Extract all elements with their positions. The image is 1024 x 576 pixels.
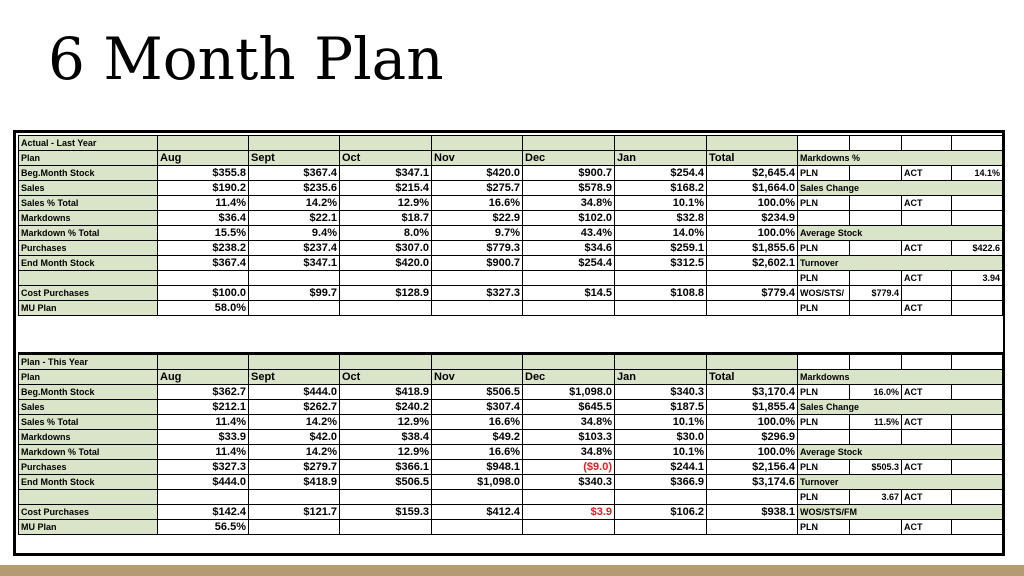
table-row xyxy=(19,460,1003,475)
section-label-cell: Actual - Last Year xyxy=(19,136,158,151)
value-cell: $100.0 xyxy=(158,286,249,301)
table-row xyxy=(19,166,1003,181)
value-cell: $38.4 xyxy=(340,430,432,445)
empty-header-cell xyxy=(340,354,432,370)
table-row xyxy=(19,385,1003,400)
side-header-cell: Markdowns % xyxy=(798,151,1003,166)
value-cell: 14.2% xyxy=(249,415,340,430)
value-cell: 10.1% xyxy=(615,415,707,430)
value-cell: 11.4% xyxy=(158,196,249,211)
table-row xyxy=(19,226,1003,241)
value-cell: $420.0 xyxy=(432,166,523,181)
value-cell: 100.0% xyxy=(707,415,798,430)
value-cell: 58.0% xyxy=(158,301,249,316)
side-label-cell: PLN xyxy=(798,415,850,430)
side-value-cell xyxy=(850,430,902,445)
side-act-value-cell xyxy=(952,286,1003,301)
value-cell: $444.0 xyxy=(158,475,249,490)
value-cell: $2,602.1 xyxy=(707,256,798,271)
value-cell xyxy=(249,520,340,535)
side-value-cell xyxy=(850,166,902,181)
value-cell: $1,098.0 xyxy=(432,475,523,490)
value-cell: $238.2 xyxy=(158,241,249,256)
table-row xyxy=(19,211,1003,226)
month-header-cell: Total xyxy=(707,370,798,385)
plan-spreadsheet xyxy=(18,135,1003,535)
value-cell: $366.1 xyxy=(340,460,432,475)
value-cell: 9.4% xyxy=(249,226,340,241)
row-label-cell: Cost Purchases xyxy=(19,286,158,301)
side-act-value-cell: 3.94 xyxy=(952,271,1003,286)
side-act-label-cell: ACT xyxy=(902,520,952,535)
value-cell: $347.1 xyxy=(340,166,432,181)
side-act-label-cell: ACT xyxy=(902,301,952,316)
empty-side-cell xyxy=(902,354,952,370)
value-cell: 12.9% xyxy=(340,445,432,460)
table-row xyxy=(19,286,1003,301)
side-act-value-cell xyxy=(952,430,1003,445)
month-header-cell: Dec xyxy=(523,370,615,385)
side-act-value-cell xyxy=(952,520,1003,535)
page-title: 6 Month Plan xyxy=(48,25,444,93)
value-cell: $418.9 xyxy=(340,385,432,400)
value-cell: $307.0 xyxy=(340,241,432,256)
section-label-row xyxy=(19,136,1003,151)
value-cell xyxy=(615,520,707,535)
value-cell: $240.2 xyxy=(340,400,432,415)
side-act-value-cell xyxy=(952,460,1003,475)
side-act-label-cell: ACT xyxy=(902,490,952,505)
side-act-label-cell: ACT xyxy=(902,415,952,430)
value-cell: $312.5 xyxy=(615,256,707,271)
value-cell: $1,855.4 xyxy=(707,400,798,415)
value-cell: $3,174.6 xyxy=(707,475,798,490)
side-value-cell: $505.3 xyxy=(850,460,902,475)
value-cell: $340.3 xyxy=(523,475,615,490)
side-value-cell: $779.4 xyxy=(850,286,902,301)
row-label-cell: Sales % Total xyxy=(19,415,158,430)
side-act-label-cell: ACT xyxy=(902,385,952,400)
value-cell: $645.5 xyxy=(523,400,615,415)
month-header-row xyxy=(19,370,1003,385)
value-cell xyxy=(340,520,432,535)
value-cell xyxy=(340,271,432,286)
gap-cell xyxy=(19,335,1003,354)
table-row xyxy=(19,271,1003,286)
value-cell: $412.4 xyxy=(432,505,523,520)
value-cell: $36.4 xyxy=(158,211,249,226)
value-cell: $779.4 xyxy=(707,286,798,301)
value-cell: $235.6 xyxy=(249,181,340,196)
value-cell: 10.1% xyxy=(615,196,707,211)
side-label-cell: PLN xyxy=(798,166,850,181)
value-cell: $106.2 xyxy=(615,505,707,520)
value-cell: $262.7 xyxy=(249,400,340,415)
value-cell: 9.7% xyxy=(432,226,523,241)
empty-side-cell xyxy=(952,354,1003,370)
value-cell: $3.9 xyxy=(523,505,615,520)
value-cell: $259.1 xyxy=(615,241,707,256)
value-cell: $168.2 xyxy=(615,181,707,196)
section-gap-row xyxy=(19,335,1003,354)
value-cell: $367.4 xyxy=(249,166,340,181)
month-header-cell: Aug xyxy=(158,370,249,385)
side-header-cell: Sales Change xyxy=(798,181,1003,196)
value-cell: 11.4% xyxy=(158,415,249,430)
row-label-cell: Beg.Month Stock xyxy=(19,166,158,181)
side-act-value-cell: $422.6 xyxy=(952,241,1003,256)
value-cell: $418.9 xyxy=(249,475,340,490)
side-act-value-cell xyxy=(952,196,1003,211)
value-cell xyxy=(158,490,249,505)
value-cell: $900.7 xyxy=(432,256,523,271)
side-label-cell xyxy=(798,430,850,445)
side-act-value-cell xyxy=(952,415,1003,430)
value-cell: 14.0% xyxy=(615,226,707,241)
side-label-cell: PLN xyxy=(798,301,850,316)
value-cell: $244.1 xyxy=(615,460,707,475)
empty-header-cell xyxy=(340,136,432,151)
value-cell xyxy=(523,271,615,286)
empty-header-cell xyxy=(158,136,249,151)
value-cell: $212.1 xyxy=(158,400,249,415)
table-row xyxy=(19,301,1003,316)
empty-header-cell xyxy=(432,136,523,151)
value-cell: $506.5 xyxy=(340,475,432,490)
value-cell xyxy=(432,301,523,316)
side-label-cell: WOS/STS/ xyxy=(798,286,850,301)
row-label-cell: MU Plan xyxy=(19,520,158,535)
month-header-cell: Nov xyxy=(432,370,523,385)
empty-header-cell xyxy=(523,354,615,370)
value-cell: $327.3 xyxy=(432,286,523,301)
value-cell: $32.8 xyxy=(615,211,707,226)
value-cell: 12.9% xyxy=(340,415,432,430)
value-cell: $275.7 xyxy=(432,181,523,196)
side-value-cell xyxy=(850,301,902,316)
value-cell: 16.6% xyxy=(432,445,523,460)
value-cell: $99.7 xyxy=(249,286,340,301)
value-cell: $33.9 xyxy=(158,430,249,445)
value-cell: 16.6% xyxy=(432,415,523,430)
row-label-cell: Markdowns xyxy=(19,430,158,445)
value-cell: $159.3 xyxy=(340,505,432,520)
value-cell: $3,170.4 xyxy=(707,385,798,400)
row-label-cell: Beg.Month Stock xyxy=(19,385,158,400)
value-cell: $340.3 xyxy=(615,385,707,400)
side-act-value-cell xyxy=(952,211,1003,226)
month-header-cell: Oct xyxy=(340,370,432,385)
empty-side-cell xyxy=(952,136,1003,151)
side-label-cell: PLN xyxy=(798,385,850,400)
value-cell: 43.4% xyxy=(523,226,615,241)
side-act-label-cell: ACT xyxy=(902,196,952,211)
section-label-row xyxy=(19,354,1003,370)
side-label-cell: PLN xyxy=(798,196,850,211)
side-value-cell: 16.0% xyxy=(850,385,902,400)
value-cell: $444.0 xyxy=(249,385,340,400)
value-cell xyxy=(158,271,249,286)
value-cell: $34.6 xyxy=(523,241,615,256)
value-cell: $190.2 xyxy=(158,181,249,196)
side-act-label-cell xyxy=(902,430,952,445)
side-act-value-cell xyxy=(952,385,1003,400)
value-cell: 11.4% xyxy=(158,445,249,460)
value-cell: $254.4 xyxy=(523,256,615,271)
side-header-cell: Sales Change xyxy=(798,400,1003,415)
gap-cell xyxy=(19,316,1003,335)
empty-side-cell xyxy=(902,136,952,151)
value-cell: 34.8% xyxy=(523,415,615,430)
value-cell: $103.3 xyxy=(523,430,615,445)
value-cell: 12.9% xyxy=(340,196,432,211)
side-header-cell: Turnover xyxy=(798,256,1003,271)
value-cell xyxy=(432,520,523,535)
value-cell xyxy=(523,520,615,535)
value-cell xyxy=(615,301,707,316)
value-cell: 56.5% xyxy=(158,520,249,535)
value-cell: $2,645.4 xyxy=(707,166,798,181)
value-cell: $187.5 xyxy=(615,400,707,415)
value-cell: $779.3 xyxy=(432,241,523,256)
table-row xyxy=(19,241,1003,256)
value-cell: $296.9 xyxy=(707,430,798,445)
value-cell: $420.0 xyxy=(340,256,432,271)
side-header-cell: Average Stock xyxy=(798,445,1003,460)
table-row xyxy=(19,430,1003,445)
value-cell: $362.7 xyxy=(158,385,249,400)
value-cell: 100.0% xyxy=(707,226,798,241)
value-cell xyxy=(523,301,615,316)
table-row xyxy=(19,196,1003,211)
side-act-label-cell: ACT xyxy=(902,166,952,181)
value-cell: $49.2 xyxy=(432,430,523,445)
side-act-label-cell: ACT xyxy=(902,241,952,256)
side-value-cell xyxy=(850,211,902,226)
empty-side-cell xyxy=(850,136,902,151)
value-cell: $234.9 xyxy=(707,211,798,226)
value-cell: $128.9 xyxy=(340,286,432,301)
month-header-cell: Oct xyxy=(340,151,432,166)
value-cell: $121.7 xyxy=(249,505,340,520)
value-cell: $30.0 xyxy=(615,430,707,445)
value-cell: 34.8% xyxy=(523,445,615,460)
row-label-cell: MU Plan xyxy=(19,301,158,316)
value-cell: $142.4 xyxy=(158,505,249,520)
side-act-value-cell xyxy=(952,490,1003,505)
value-cell: $2,156.4 xyxy=(707,460,798,475)
value-cell: 16.6% xyxy=(432,196,523,211)
value-cell: 100.0% xyxy=(707,445,798,460)
value-cell: $22.1 xyxy=(249,211,340,226)
value-cell: $108.8 xyxy=(615,286,707,301)
value-cell xyxy=(707,271,798,286)
row-label-cell xyxy=(19,490,158,505)
empty-header-cell xyxy=(249,136,340,151)
value-cell: $18.7 xyxy=(340,211,432,226)
side-value-cell xyxy=(850,196,902,211)
value-cell: $506.5 xyxy=(432,385,523,400)
month-header-cell: Nov xyxy=(432,151,523,166)
row-label-cell: Sales xyxy=(19,400,158,415)
row-label-cell xyxy=(19,271,158,286)
table-row xyxy=(19,256,1003,271)
value-cell xyxy=(249,490,340,505)
row-label-cell: Cost Purchases xyxy=(19,505,158,520)
empty-header-cell xyxy=(707,354,798,370)
side-act-label-cell xyxy=(902,286,952,301)
row-label-cell: Markdowns xyxy=(19,211,158,226)
side-header-cell: Average Stock xyxy=(798,226,1003,241)
month-header-cell: Total xyxy=(707,151,798,166)
side-label-cell xyxy=(798,211,850,226)
value-cell: $938.1 xyxy=(707,505,798,520)
value-cell: $215.4 xyxy=(340,181,432,196)
value-cell: 8.0% xyxy=(340,226,432,241)
plan-label-cell: Plan xyxy=(19,151,158,166)
table-row xyxy=(19,415,1003,430)
plan-label-cell: Plan xyxy=(19,370,158,385)
empty-side-cell xyxy=(798,136,850,151)
table-row xyxy=(19,490,1003,505)
side-value-cell: 11.5% xyxy=(850,415,902,430)
row-label-cell: Purchases xyxy=(19,241,158,256)
value-cell: $14.5 xyxy=(523,286,615,301)
empty-side-cell xyxy=(850,354,902,370)
value-cell: $279.7 xyxy=(249,460,340,475)
empty-header-cell xyxy=(523,136,615,151)
side-label-cell: PLN xyxy=(798,271,850,286)
row-label-cell: Purchases xyxy=(19,460,158,475)
empty-header-cell xyxy=(707,136,798,151)
section-gap-row xyxy=(19,316,1003,335)
value-cell: $1,855.6 xyxy=(707,241,798,256)
empty-side-cell xyxy=(798,354,850,370)
value-cell xyxy=(615,490,707,505)
side-label-cell: PLN xyxy=(798,520,850,535)
side-value-cell: 3.67 xyxy=(850,490,902,505)
value-cell: $254.4 xyxy=(615,166,707,181)
value-cell xyxy=(523,490,615,505)
month-header-cell: Sept xyxy=(249,151,340,166)
value-cell: 10.1% xyxy=(615,445,707,460)
side-act-label-cell: ACT xyxy=(902,271,952,286)
value-cell xyxy=(707,490,798,505)
value-cell xyxy=(249,301,340,316)
value-cell xyxy=(615,271,707,286)
value-cell: $42.0 xyxy=(249,430,340,445)
value-cell xyxy=(340,301,432,316)
side-act-value-cell: 14.1% xyxy=(952,166,1003,181)
empty-header-cell xyxy=(249,354,340,370)
value-cell: $1,098.0 xyxy=(523,385,615,400)
side-header-cell: Markdowns xyxy=(798,370,1003,385)
value-cell xyxy=(340,490,432,505)
value-cell: $347.1 xyxy=(249,256,340,271)
value-cell: 100.0% xyxy=(707,196,798,211)
empty-header-cell xyxy=(432,354,523,370)
table-row xyxy=(19,475,1003,490)
value-cell: ($9.0) xyxy=(523,460,615,475)
value-cell: 14.2% xyxy=(249,445,340,460)
empty-header-cell xyxy=(615,354,707,370)
month-header-cell: Aug xyxy=(158,151,249,166)
value-cell: $366.9 xyxy=(615,475,707,490)
value-cell: $367.4 xyxy=(158,256,249,271)
value-cell xyxy=(249,271,340,286)
row-label-cell: Sales xyxy=(19,181,158,196)
side-value-cell xyxy=(850,241,902,256)
value-cell: $578.9 xyxy=(523,181,615,196)
value-cell: 14.2% xyxy=(249,196,340,211)
row-label-cell: Sales % Total xyxy=(19,196,158,211)
value-cell: 34.8% xyxy=(523,196,615,211)
table-row xyxy=(19,520,1003,535)
side-header-cell: WOS/STS/FM xyxy=(798,505,1003,520)
month-header-cell: Sept xyxy=(249,370,340,385)
value-cell: $900.7 xyxy=(523,166,615,181)
value-cell: $102.0 xyxy=(523,211,615,226)
side-value-cell xyxy=(850,520,902,535)
empty-header-cell xyxy=(158,354,249,370)
table-row xyxy=(19,445,1003,460)
side-act-label-cell: ACT xyxy=(902,460,952,475)
value-cell: $327.3 xyxy=(158,460,249,475)
row-label-cell: Markdown % Total xyxy=(19,226,158,241)
table-row xyxy=(19,505,1003,520)
side-header-cell: Turnover xyxy=(798,475,1003,490)
section-label-cell: Plan - This Year xyxy=(19,354,158,370)
row-label-cell: End Month Stock xyxy=(19,256,158,271)
value-cell: $1,664.0 xyxy=(707,181,798,196)
side-act-value-cell xyxy=(952,301,1003,316)
month-header-cell: Jan xyxy=(615,370,707,385)
row-label-cell: End Month Stock xyxy=(19,475,158,490)
side-label-cell: PLN xyxy=(798,460,850,475)
month-header-row xyxy=(19,151,1003,166)
value-cell: $355.8 xyxy=(158,166,249,181)
value-cell xyxy=(707,301,798,316)
value-cell: $307.4 xyxy=(432,400,523,415)
value-cell: $22.9 xyxy=(432,211,523,226)
value-cell xyxy=(432,490,523,505)
side-label-cell: PLN xyxy=(798,490,850,505)
side-label-cell: PLN xyxy=(798,241,850,256)
month-header-cell: Dec xyxy=(523,151,615,166)
value-cell xyxy=(707,520,798,535)
empty-header-cell xyxy=(615,136,707,151)
month-header-cell: Jan xyxy=(615,151,707,166)
row-label-cell: Markdown % Total xyxy=(19,445,158,460)
value-cell xyxy=(432,271,523,286)
side-act-label-cell xyxy=(902,211,952,226)
value-cell: $948.1 xyxy=(432,460,523,475)
table-row xyxy=(19,181,1003,196)
side-value-cell xyxy=(850,271,902,286)
table-row xyxy=(19,400,1003,415)
value-cell: 15.5% xyxy=(158,226,249,241)
bottom-accent-bar xyxy=(0,565,1024,576)
value-cell: $237.4 xyxy=(249,241,340,256)
